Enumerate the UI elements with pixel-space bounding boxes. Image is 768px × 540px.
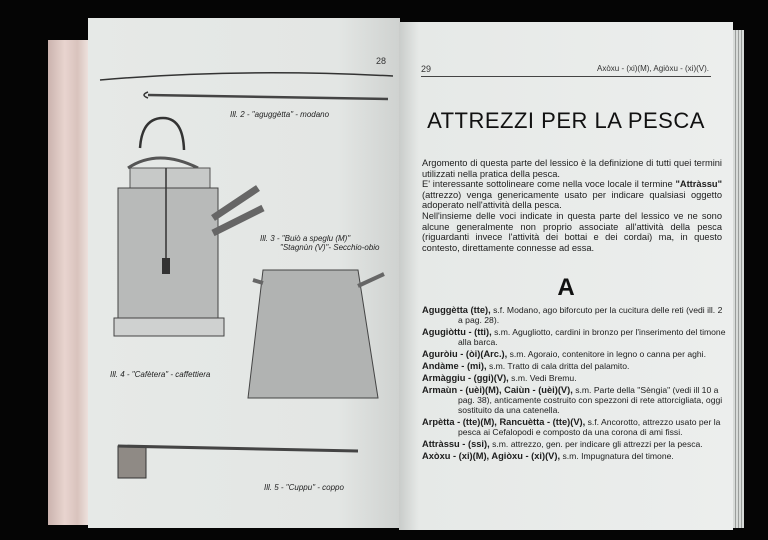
section-letter: A	[557, 274, 575, 301]
left-page	[88, 18, 400, 528]
bucket-illustration	[248, 270, 384, 398]
glossary-entries	[422, 305, 727, 463]
right-page	[399, 22, 733, 530]
book-page-edges-left	[48, 40, 90, 525]
caption-ill-3-line1: Ill. 3 - "Buiò a speglu (M)"	[260, 234, 351, 243]
glossary-entry: Armaùn - (uèi)(M), Caiùn - (uèi)(V), s.m. Parte della "Sèngia" (vedi ill 10 a pag. 38), anticamente costruito con spezzoni di rete attorcigliata, oggi sostituito da una catenella.	[422, 384, 723, 416]
coffee-pot-illustration	[114, 118, 263, 336]
glossary-entry: Aguròiu - (òi)(Arc.), s.m. Agoraio, contenitore in legno o canna per aghi.	[422, 349, 706, 360]
caption-ill-5: Ill. 5 - "Cuppu" - coppo	[264, 483, 344, 492]
glossary-entry: Andàme - (mi), s.m. Tratto di cala dritta del palamito.	[422, 360, 630, 371]
section-title: ATTREZZI PER LA PESCA	[427, 108, 705, 133]
glossary-entry: Axòxu - (xi)(M), Agiòxu - (xi)(V), s.m. Impugnatura del timone.	[422, 450, 674, 461]
page-number: 28	[375, 56, 386, 66]
glossary-entry: Aguggètta (tte), s.f. Modano, ago biforcuto per la cucitura delle reti (vedi ill. 2 a pag. 28).	[422, 305, 723, 326]
running-head: Axòxu - (xi)(M), Agiòxu - (xi)(V).	[596, 64, 709, 73]
glossary-entry: Attràssu - (ssi), s.m. attrezzo, gen. per indicare gli attrezzi per la pesca.	[422, 439, 703, 450]
modano-illustration	[144, 92, 388, 99]
caption-ill-2: Ill. 2 - "aguggètta" - modano	[230, 110, 330, 119]
header-rule	[421, 76, 711, 77]
glossary-entry: Armàggiu - (ggi)(V), s.m. Vedi Bremu.	[422, 372, 577, 383]
page-rule	[100, 73, 393, 80]
glossary-entry: Arpètta - (tte)(M), Rancuètta - (tte)(V), s.f. Ancorotto, attrezzo usato per la pesca ai Cefalopodi e composto da una corona di ami fissi.	[422, 416, 721, 438]
intro-paragraph-3: Nell'insieme delle voci indicate in questa parte del lessico ve ne sono alcune generalmente non proprio associate all'attività della pesca (riguardanti invece l'attività dei bottai e dei cordai) ma, in questo contesto, direttamente connesse ad essa.	[422, 210, 722, 253]
intro-paragraph-1: Argomento di questa parte del lessico è la definizione di tutti quei termini utilizzati nella pratica della pesca.	[422, 158, 722, 179]
page-number: 29	[421, 64, 432, 74]
intro-text	[422, 158, 722, 253]
caption-ill-3-line2: "Stagnùn (V)"- Secchio-obio	[280, 243, 380, 252]
intro-paragraph-2: E' interessante sottolineare come nella voce locale il termine "Attràssu" (attrezzo) venga genericamente usato per indicare qualsiasi oggetto adoperato nell'attività della pesca.	[422, 179, 722, 211]
cuppu-illustration	[118, 446, 358, 478]
glossary-entry: Agugiòttu - (tti), s.m. Agugliotto, cardini in bronzo per l'inserimento del timone alla barca.	[422, 327, 726, 348]
caption-ill-4: Ill. 4 - "Cafètera" - caffettiera	[110, 370, 211, 379]
illustrations	[88, 18, 400, 528]
